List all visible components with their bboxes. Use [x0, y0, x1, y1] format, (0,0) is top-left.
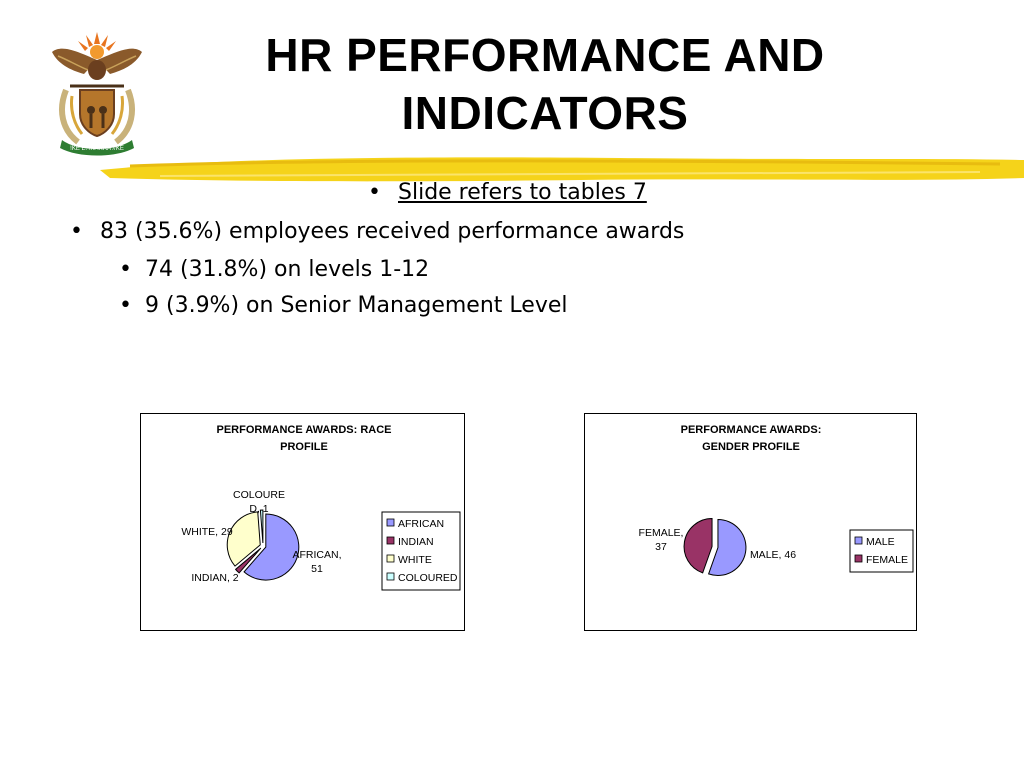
data-label-female: 37	[655, 541, 667, 553]
data-label-african: AFRICAN,	[292, 549, 342, 561]
bullet-marker: •	[70, 219, 83, 244]
data-label-coloured: D, 1	[249, 503, 269, 515]
bullet-main-text: 83 (35.6%) employees received performance awards	[100, 219, 685, 244]
bullet-sub-1	[119, 257, 430, 282]
data-label-coloured: COLOURE	[233, 489, 285, 501]
data-label-male: MALE, 46	[749, 549, 797, 561]
data-label-african: 51	[311, 563, 323, 575]
legend-swatch-male	[855, 537, 862, 544]
legend-swatch-female	[855, 555, 862, 562]
race-profile-chart	[140, 413, 465, 631]
chart-title: PROFILE	[280, 441, 328, 453]
tables-reference-link[interactable]: Slide refers to tables 7	[398, 180, 647, 205]
pie-slice-female	[684, 518, 712, 572]
bullet-sub-2-text: 9 (3.9%) on Senior Management Level	[145, 293, 568, 318]
svg-text:!KE E: /XARRA //KE: !KE E: /XARRA //KE	[70, 146, 124, 152]
pie-slice-white	[227, 512, 260, 566]
race-pie-svg	[141, 414, 464, 630]
data-label-female: FEMALE,	[638, 527, 684, 539]
bullet-reference	[368, 180, 647, 205]
bullet-marker: •	[119, 257, 132, 282]
legend-label-indian: INDIAN	[398, 536, 434, 548]
bullet-sub-1-text: 74 (31.8%) on levels 1-12	[145, 257, 430, 282]
legend-swatch-african	[387, 519, 394, 526]
data-label-indian: INDIAN, 2	[191, 572, 239, 584]
gender-profile-chart	[584, 413, 917, 631]
chart-title: GENDER PROFILE	[702, 441, 800, 453]
legend-label-white: WHITE	[398, 554, 432, 566]
chart-title: PERFORMANCE AWARDS: RACE	[216, 424, 392, 436]
legend-swatch-indian	[387, 537, 394, 544]
legend-label-male: MALE	[866, 536, 895, 548]
bullet-marker: •	[119, 293, 132, 318]
title-line-2: INDICATORS	[401, 87, 689, 139]
legend-swatch-white	[387, 555, 394, 562]
bullet-marker: •	[368, 180, 381, 205]
gender-pie-svg	[585, 414, 916, 630]
chart-title: PERFORMANCE AWARDS:	[680, 424, 822, 436]
title-line-1: HR PERFORMANCE AND	[265, 29, 825, 81]
legend-label-coloured: COLOURED	[398, 572, 458, 584]
bullet-sub-2	[119, 293, 568, 318]
bullet-main	[70, 219, 685, 244]
legend-label-female: FEMALE	[866, 554, 909, 566]
pie-slice-male	[709, 520, 746, 576]
data-label-white: WHITE, 29	[181, 526, 233, 538]
legend-label-african: AFRICAN	[398, 518, 445, 530]
legend-swatch-coloured	[387, 573, 394, 580]
